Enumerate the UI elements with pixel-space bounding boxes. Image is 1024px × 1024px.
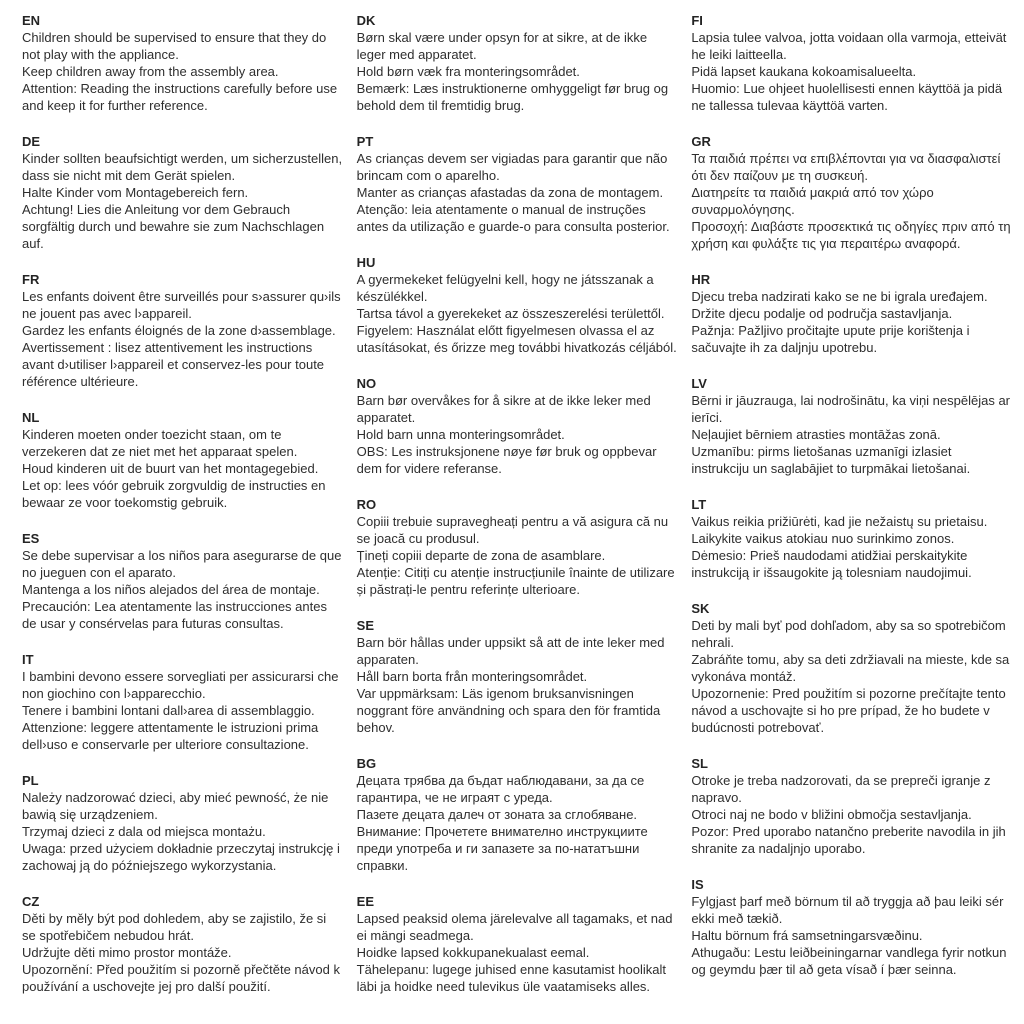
instruction-sentence: Houd kinderen uit de buurt van het montagegebied. bbox=[22, 461, 319, 476]
instruction-sentence: Neļaujiet bērniem atrasties montāžas zonā. bbox=[691, 427, 941, 442]
instruction-sentence: Lapsia tulee valvoa, jotta voidaan olla varmoja, etteivät he leiki laitteella. bbox=[691, 30, 1007, 62]
language-code: EE bbox=[356, 894, 374, 909]
language-block-se bbox=[357, 617, 678, 736]
instruction-sentence: Kinderen moeten onder toezicht staan, om te verzekeren dat ze niet met het apparaat spelen. bbox=[22, 427, 298, 459]
instruction-sentence: Gardez les enfants éloignés de la zone d›assemblage. bbox=[22, 323, 336, 338]
instruction-sentence: Children should be supervised to ensure that they do not play with the appliance. bbox=[22, 30, 327, 62]
instruction-sentence: Let op: lees vóór gebruik zorgvuldig de instructies en bewaar ze voor toekomstig gebruik. bbox=[22, 478, 326, 510]
instruction-sentence: Vaikus reikia prižiūrėti, kad jie nežaistų su prietaisu. bbox=[691, 514, 988, 529]
language-code: DE bbox=[22, 134, 41, 149]
instruction-sentence: Hold barn unna monteringsområdet. bbox=[356, 427, 565, 442]
instruction-sentence: Držite djecu podalje od područja sastavljanja. bbox=[691, 306, 953, 321]
language-code: LT bbox=[691, 497, 707, 512]
language-column-1 bbox=[22, 12, 343, 1014]
instruction-sentence: Trzymaj dzieci z dala od miejsca montażu. bbox=[22, 824, 266, 839]
instruction-sentence: Pažnja: Pažljivo pročitajte upute prije korištenja i sačuvajte ih za daljnju upotrebu. bbox=[691, 323, 970, 355]
instruction-sentence: Внимание: Прочетете внимателно инструкциите преди употреба и ги запазете за по-нататъшни справки. bbox=[356, 824, 648, 873]
instruction-sentence: Barn bör hållas under uppsikt så att de inte leker med apparaten. bbox=[356, 635, 665, 667]
language-block-de bbox=[22, 133, 343, 252]
instruction-sentence: Bērni ir jāuzrauga, lai nodrošinātu, ka viņi nespēlējas ar ierīci. bbox=[691, 393, 1011, 425]
language-code: NO bbox=[356, 376, 377, 391]
instruction-sentence: Haltu börnum frá samsetningarsvæðinu. bbox=[691, 928, 923, 943]
instruction-sentence: Należy nadzorować dzieci, aby mieć pewność, że nie bawią się urządzeniem. bbox=[22, 790, 329, 822]
instruction-sentence: Djecu treba nadzirati kako se ne bi igrala uređajem. bbox=[691, 289, 988, 304]
language-block-sk bbox=[691, 600, 1012, 736]
language-code: SL bbox=[691, 756, 708, 771]
instruction-sentence: Laikykite vaikus atokiau nuo surinkimo zonos. bbox=[691, 531, 955, 546]
instruction-sentence: Udržujte děti mimo prostor montáže. bbox=[22, 945, 232, 960]
instruction-sentence: Lapsed peaksid olema järelevalve all tagamaks, et nad ei mängi seadmega. bbox=[356, 911, 673, 943]
instruction-sentence: Upozornenie: Pred použitím si pozorne prečítajte tento návod a uschovajte si ho pre prípad, že ho budete v budúcnosti potrebovať. bbox=[691, 686, 1006, 735]
instruction-sentence: Otroke je treba nadzorovati, da se prepreči igranje z napravo. bbox=[691, 773, 991, 805]
instruction-sentence: Kinder sollten beaufsichtigt werden, um sicherzustellen, dass sie nicht mit dem Gerät spielen. bbox=[22, 151, 343, 183]
language-code: DK bbox=[356, 13, 376, 28]
language-column-3 bbox=[691, 12, 1012, 1014]
instruction-sentence: Figyelem: Használat előtt figyelmesen olvassa el az utasításokat, és őrizze meg további hivatkozás céljából. bbox=[356, 323, 677, 355]
language-block-pt bbox=[357, 133, 678, 235]
language-code: FI bbox=[691, 13, 703, 28]
language-code: FR bbox=[22, 272, 40, 287]
instruction-sentence: As crianças devem ser vigiadas para garantir que não brincam com o aparelho. bbox=[356, 151, 668, 183]
language-code: SE bbox=[356, 618, 374, 633]
instruction-sentence: Achtung! Lies die Anleitung vor dem Gebrauch sorgfältig durch und bewahre sie zum Nachschlagen auf. bbox=[22, 202, 325, 251]
language-code: NL bbox=[22, 410, 40, 425]
language-code: HU bbox=[356, 255, 376, 270]
instruction-sentence: Børn skal være under opsyn for at sikre, at de ikke leger med apparatet. bbox=[356, 30, 648, 62]
instruction-sentence: Atenție: Citiți cu atenție instrucțiunile înainte de utilizare și păstrați-le pentru referințe ulterioare. bbox=[356, 565, 675, 597]
language-code: SK bbox=[691, 601, 710, 616]
language-block-dk bbox=[357, 12, 678, 114]
instruction-sentence: Țineți copiii departe de zona de asamblare. bbox=[356, 548, 606, 563]
instruction-sentence: Τα παιδιά πρέπει να επιβλέπονται για να διασφαλιστεί ότι δεν παίζουν με τη συσκευή. bbox=[691, 151, 1001, 183]
language-block-en bbox=[22, 12, 343, 114]
instruction-sentence: Håll barn borta från monteringsområdet. bbox=[356, 669, 588, 684]
language-code: CZ bbox=[22, 894, 40, 909]
language-block-no bbox=[357, 375, 678, 477]
instruction-sentence: Athugaðu: Lestu leiðbeiningarnar vandlega fyrir notkun og geymdu þær til að geta vísað í þær seinna. bbox=[691, 945, 1007, 977]
instruction-sentence: Προσοχή: Διαβάστε προσεκτικά τις οδηγίες πριν από τη χρήση και φυλάξτε τις για περαιτέρω αναφορά. bbox=[691, 219, 1011, 251]
instruction-sentence: Avertissement : lisez attentivement les instructions avant d›utiliser l›appareil et conservez-les pour toute référence ultérieure. bbox=[22, 340, 325, 389]
language-block-is bbox=[691, 876, 1012, 978]
language-code: HR bbox=[691, 272, 711, 287]
instruction-sentence: Precaución: Lea atentamente las instrucciones antes de usar y consérvelas para futuras consultas. bbox=[22, 599, 327, 631]
instruction-sentence: Otroci naj ne bodo v bližini območja sestavljanja. bbox=[691, 807, 972, 822]
instruction-sentence: Uwaga: przed użyciem dokładnie przeczytaj instrukcję i zachowaj ją do późniejszego wykorzystania. bbox=[22, 841, 340, 873]
instruction-sentence: Децата трябва да бъдат наблюдавани, за да се гарантира, че не играят с уреда. bbox=[356, 773, 645, 805]
language-block-gr bbox=[691, 133, 1012, 252]
language-code: PL bbox=[22, 773, 39, 788]
instruction-sentence: Copiii trebuie supravegheați pentru a vă asigura că nu se joacă cu produsul. bbox=[356, 514, 669, 546]
instruction-sentence: Var uppmärksam: Läs igenom bruksanvisningen noggrant före användning och spara den för framtida behov. bbox=[356, 686, 661, 735]
instruction-sentence: OBS: Les instruksjonene nøye før bruk og oppbevar dem for videre referanse. bbox=[356, 444, 657, 476]
instruction-sentence: Bemærk: Læs instruktionerne omhyggeligt før brug og behold dem til fremtidig brug. bbox=[356, 81, 669, 113]
language-column-2 bbox=[357, 12, 678, 1014]
instruction-sentence: Uzmanību: pirms lietošanas uzmanīgi izlasiet instrukciju un saglabājiet to turpmākai lietošanai. bbox=[691, 444, 971, 476]
instruction-sentence: Manter as crianças afastadas da zona de montagem. bbox=[356, 185, 664, 200]
instruction-sentence: Dėmesio: Prieš naudodami atidžiai perskaitykite instrukciją ir išsaugokite ją tolesniam naudojimui. bbox=[691, 548, 972, 580]
language-code: IT bbox=[22, 652, 34, 667]
instruction-sentence: Huomio: Lue ohjeet huolellisesti ennen käyttöä ja pidä ne tallessa tulevaa käyttöä varten. bbox=[691, 81, 1003, 113]
instruction-sentence: Pidä lapset kaukana kokoamisalueelta. bbox=[691, 64, 917, 79]
instruction-sentence: Barn bør overvåkes for å sikre at de ikke leker med apparatet. bbox=[356, 393, 651, 425]
instruction-sentence: Tartsa távol a gyerekeket az összeszerelési területtől. bbox=[356, 306, 665, 321]
language-block-bg bbox=[357, 755, 678, 874]
instruction-sentence: Les enfants doivent être surveillés pour s›assurer qu›ils ne jouent pas avec l›appareil. bbox=[22, 289, 341, 321]
instruction-sentence: Hoidke lapsed kokkupanekualast eemal. bbox=[356, 945, 590, 960]
instruction-sentence: Deti by mali byť pod dohľadom, aby sa so spotrebičom nehrali. bbox=[691, 618, 1006, 650]
instruction-sentence: Tähelepanu: lugege juhised enne kasutamist hoolikalt läbi ja hoidke need tulevikus üle vaatamiseks alles. bbox=[356, 962, 666, 994]
language-block-pl bbox=[22, 772, 343, 874]
language-code: IS bbox=[691, 877, 704, 892]
instruction-sentence: Tenere i bambini lontani dall›area di assemblaggio. bbox=[22, 703, 315, 718]
instruction-sentence: Fylgjast þarf með börnum til að tryggja að þau leiki sér ekki með tækið. bbox=[691, 894, 1004, 926]
instruction-sentence: Διατηρείτε τα παιδιά μακριά από τον χώρο συναρμολόγησης. bbox=[691, 185, 934, 217]
instruction-sentence: Halte Kinder vom Montagebereich fern. bbox=[22, 185, 249, 200]
language-block-fi bbox=[691, 12, 1012, 114]
language-block-sl bbox=[691, 755, 1012, 857]
language-code: GR bbox=[691, 134, 711, 149]
instruction-sentence: Hold børn væk fra monteringsområdet. bbox=[356, 64, 580, 79]
language-block-lv bbox=[691, 375, 1012, 477]
instruction-sentence: Attention: Reading the instructions carefully before use and keep it for further reference. bbox=[22, 81, 338, 113]
instruction-sentence: Attenzione: leggere attentamente le istruzioni prima dell›uso e conservarle per ulteriore consultazione. bbox=[22, 720, 319, 752]
language-code: LV bbox=[691, 376, 707, 391]
instruction-sentence: Upozornění: Před použitím si pozorně přečtěte návod k používání a uschovejte jej pro další použití. bbox=[22, 962, 340, 994]
language-block-lt bbox=[691, 496, 1012, 581]
language-block-fr bbox=[22, 271, 343, 390]
language-block-it bbox=[22, 651, 343, 753]
instruction-sentence: A gyermekeket felügyelni kell, hogy ne játsszanak a készülékkel. bbox=[356, 272, 654, 304]
language-block-hr bbox=[691, 271, 1012, 356]
language-code: BG bbox=[356, 756, 377, 771]
instruction-sentence: Děti by měly být pod dohledem, aby se zajistilo, že si se spotřebičem nebudou hrát. bbox=[22, 911, 327, 943]
instruction-sentence: I bambini devono essere sorvegliati per assicurarsi che non giochino con l›apparecchio. bbox=[22, 669, 339, 701]
instruction-sentence: Пазете децата далеч от зоната за сглобяване. bbox=[356, 807, 638, 822]
instruction-sentence: Zabráňte tomu, aby sa deti zdržiavali na mieste, kde sa vykonáva montáž. bbox=[691, 652, 1010, 684]
language-block-cz bbox=[22, 893, 343, 995]
language-block-nl bbox=[22, 409, 343, 511]
language-code: RO bbox=[356, 497, 377, 512]
instruction-sentence: Se debe supervisar a los niños para asegurarse de que no jueguen con el aparato. bbox=[22, 548, 342, 580]
language-code: PT bbox=[356, 134, 374, 149]
language-block-es bbox=[22, 530, 343, 632]
instruction-sentence: Atenção: leia atentamente o manual de instruções antes da utilização e guarde-o para consulta posterior. bbox=[356, 202, 670, 234]
language-code: EN bbox=[22, 13, 41, 28]
language-block-ro bbox=[357, 496, 678, 598]
language-code: ES bbox=[22, 531, 40, 546]
instruction-sentence: Mantenga a los niños alejados del área de montaje. bbox=[22, 582, 320, 597]
instruction-sentence: Pozor: Pred uporabo natančno preberite navodila in jih shranite za nadaljnjo uporabo. bbox=[691, 824, 1006, 856]
instruction-sentence: Keep children away from the assembly area. bbox=[22, 64, 279, 79]
language-block-ee bbox=[357, 893, 678, 995]
language-block-hu bbox=[357, 254, 678, 356]
